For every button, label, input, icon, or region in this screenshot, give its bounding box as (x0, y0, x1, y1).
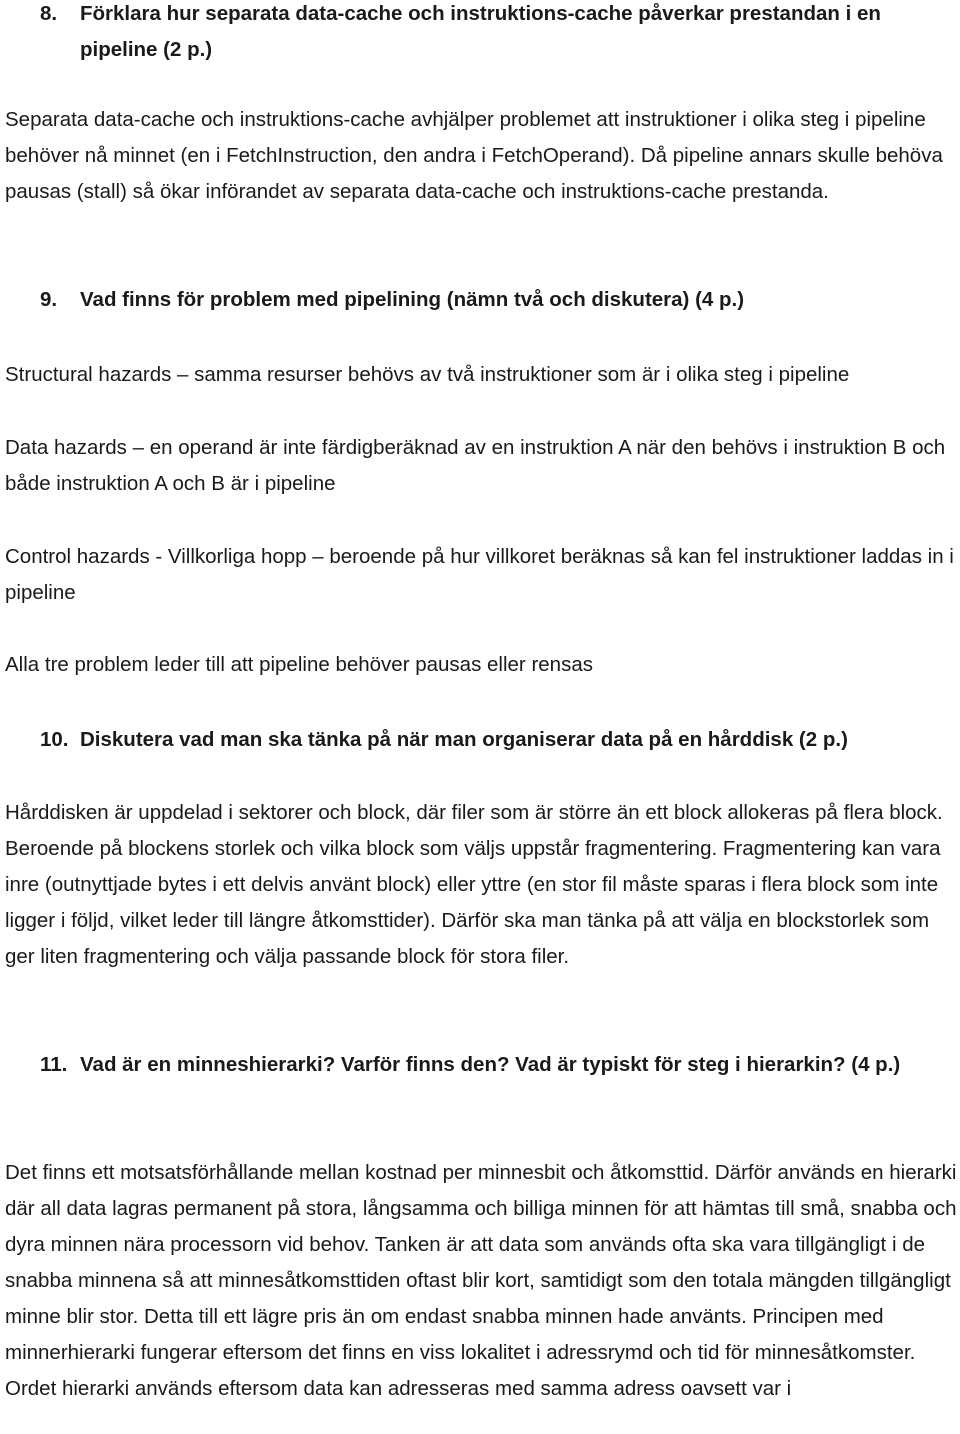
answer-10-paragraph: Hårddisken är uppdelad i sektorer och block, där filer som är större än ett block allokeras på flera block. Beroende på blockens storlek och vilka block som väljs uppstår fragmentering. Fragmentering kan vara inre (outnyttjade bytes i ett delvis använt block) eller yttre (en stor fil måste sparas i flera block som inte ligger i följd, vilket leder till längre åtkomsttider). Därför ska man tänka på att välja en blockstorlek som ger liten fragmentering och välja passande block för stora filer. (5, 801, 943, 968)
question-10-number: 10. (40, 728, 69, 751)
question-11-heading (40, 1047, 940, 1083)
answer-9-data-hazards: Data hazards – en operand är inte färdigberäknad av en instruktion A när den behövs i instruktion B och både instruktion A och B är i pipeline (5, 436, 946, 495)
question-9-text: Vad finns för problem med pipelining (nämn två och diskutera) (4 p.) (80, 288, 745, 311)
answer-9-structural-hazards: Structural hazards – samma resurser behövs av två instruktioner som är i olika steg i pipeline (5, 363, 850, 386)
answer-9-summary: Alla tre problem leder till att pipeline behöver pausas eller rensas (5, 653, 593, 676)
question-10-heading (40, 722, 950, 758)
answer-11-paragraph: Det finns ett motsatsförhållande mellan kostnad per minnesbit och åtkomsttid. Därför används en hierarki där all data lagras permanent på stora, långsamma och billiga minnen för att hämtas till små, snabba och dyra minnen nära processorn vid behov. Tanken är att data som används ofta ska vara tillgängligt i de snabba minnena så att minnesåtkomsttiden oftast blir kort, samtidigt som den totala mängden tillgängligt minne blir stor. Detta till ett lägre pris än om endast snabba minnen hade använts. Principen med minnerhierarki fungerar eftersom det finns en viss lokalitet i adressrymd och tid för minnesåtkomster. Ordet hierarki används eftersom data kan adresseras med samma adress oavsett var i (5, 1161, 957, 1400)
answer-8-paragraph: Separata data-cache och instruktions-cache avhjälper problemet att instruktioner i olika steg i pipeline behöver nå minnet (en i FetchInstruction, den andra i FetchOperand). Då pipeline annars skulle behöva pausas (stall) så ökar införandet av separata data-cache och instruktions-cache prestanda. (5, 108, 943, 203)
question-8-heading (40, 0, 950, 68)
question-11-text: Vad är en minneshierarki? Varför finns den? Vad är typiskt för steg i hierarkin? (4 p.) (80, 1053, 901, 1076)
question-11-number: 11. (40, 1053, 68, 1076)
question-10-text: Diskutera vad man ska tänka på när man organiserar data på en hårddisk (2 p.) (80, 728, 848, 751)
question-8-text: Förklara hur separata data-cache och instruktions-cache påverkar prestandan i en pipeline (2 p.) (80, 2, 881, 61)
answer-9-control-hazards: Control hazards - Villkorliga hopp – beroende på hur villkoret beräknas så kan fel instruktioner laddas in i pipeline (5, 545, 954, 604)
question-9-number: 9. (40, 288, 58, 311)
question-8-number: 8. (40, 2, 58, 25)
question-9-heading (40, 282, 950, 318)
